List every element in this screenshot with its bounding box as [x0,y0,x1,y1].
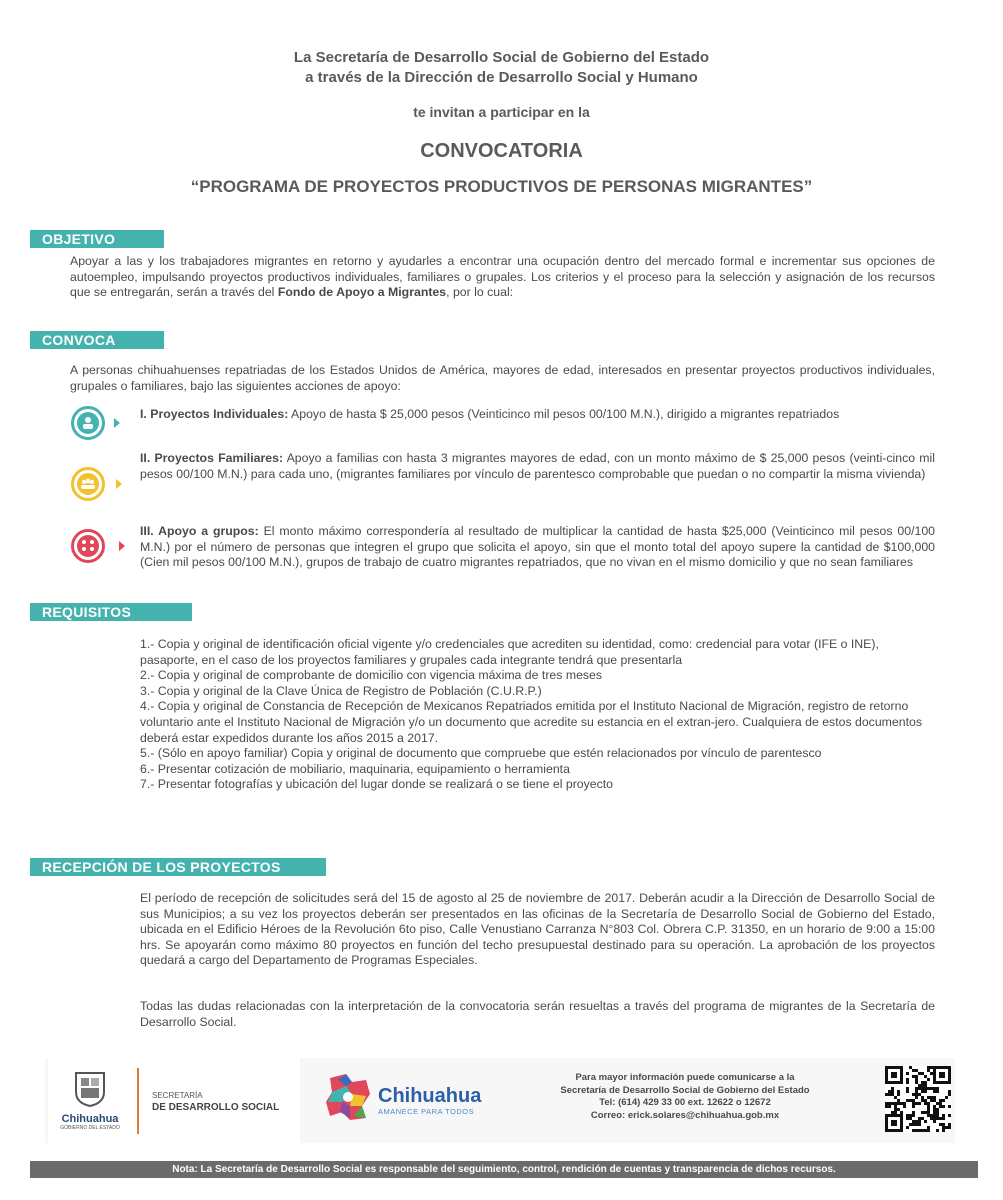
list-item: 1.- Copia y original de identificación oficial vigente y/o credenciales que acrediten su identidad, como: credencial para votar (IFE o INE), pasaporte, en el caso de los proyectos familiares y grupales cada integrante tendrá que presentarla [140,637,879,667]
chevron-right-icon [114,418,120,428]
contact-line-4: Correo: erick.solares@chihuahua.gob.mx [590,1109,780,1121]
convoca-item-2-text: Apoyo a familias con hasta 3 migrantes mayores de edad, con un monto máximo de $ 25,000 pesos (veinti-cinco mil pesos 00/100 M.N.) para cada uno, (migrantes familiares por vínculo de parentesco comprobable que puedan o no compartir la misma vivienda) [140,451,936,481]
secretaria-logo-text [152,1091,279,1114]
contact-line-3: Tel: (614) 429 33 00 ext. 12622 o 12672 [599,1097,771,1108]
qr-code-icon[interactable] [885,1066,951,1132]
header-line-1: La Secretaría de Desarrollo Social de Gobierno del Estado [293,49,710,66]
brand-tagline: AMANECE PARA TODOS [378,1107,475,1116]
section-heading-convoca: CONVOCA [30,331,164,349]
recepcion-paragraph-1: El período de recepción de solicitudes será del 15 de agosto al 25 de noviembre de 2017. Deberán acudir a la Dirección de Desarrollo Social de sus Municipios; a su vez los proyectos deberán ser presentados en las oficinas de la Secretaría de Desarrollo Social de Gobierno del Estado, ubicada en el Edificio Héroes de la Revolución 6to piso, Calle Venustiano Carranza N°803 Col. Obrera C.P. 31350, en un horario de 9:00 a 15:00 hrs. Se apoyarán como máximo 80 proyectos en función del techo presupuestal destinado para su operación. La aprobación de los proyectos quedará a cargo del Departamento de Programas Especiales. [140,891,935,968]
header-invite: te invitan a participar en la [413,104,590,120]
logo-divider [137,1068,139,1134]
convoca-item-2-label: II. Proyectos Familiares: [140,451,284,465]
gov-logo-sub: GOBIERNO DEL ESTADO [60,1125,120,1131]
convoca-item-1 [140,407,940,423]
chihuahua-brand-logo [322,1072,374,1129]
convoca-intro: A personas chihuahuenses repatriadas de los Estados Unidos de América, mayores de edad, interesados en presentar proyectos productivos individuales, grupales o familiares, bajo las siguientes acciones de apoyo: [70,363,935,393]
header-title: CONVOCATORIA [420,140,583,162]
section-heading-objetivo: OBJETIVO [30,230,164,248]
group-people-icon [71,529,105,563]
list-item: 6.- Presentar cotización de mobiliario, maquinaria, equipamiento o herramienta [140,761,570,776]
recepcion-paragraph-2: Todas las dudas relacionadas con la interpretación de la convocatoria serán resueltas a través del programa de migrantes de la Secretaría de Desarrollo Social. [140,999,935,1029]
footer-note: Nota: La Secretaría de Desarrollo Social es responsable del seguimiento, control, rendición de cuentas y transparencia de dichos recursos. [30,1161,978,1178]
brand-name: Chihuahua [378,1085,482,1107]
convoca-item-2 [140,451,935,482]
brand-text [378,1085,481,1116]
contact-info [530,1072,840,1122]
objetivo-text-a: Apoyar a las y los trabajadores migrantes en retorno y ayudarles a encontrar una ocupación dentro del mercado formal e incrementar sus opciones de autoempleo, impulsando proyectos productivos individuales, familiares o grupales. Los criterios y el proceso para la selección y asignación de los recursos que se entregarán, serán a través del [70,254,935,300]
convoca-item-3-label: III. Apoyo a grupos: [140,524,259,538]
header-subtitle: “PROGRAMA DE PROYECTOS PRODUCTIVOS DE PERSONAS MIGRANTES” [190,177,813,196]
objetivo-text-b: , por lo cual: [446,285,514,300]
section-heading-recepcion: RECEPCIÓN DE LOS PROYECTOS [30,858,326,876]
section-heading-requisitos: REQUISITOS [30,603,192,621]
individual-person-icon [71,406,105,440]
sec-line-2: DE DESARROLLO SOCIAL [152,1102,280,1113]
convoca-item-3 [140,524,935,571]
family-group-icon [71,467,105,501]
requisitos-list [140,637,940,793]
chevron-right-icon [119,541,125,551]
list-item: 2.- Copia y original de comprobante de domicilio con vigencia máxima de tres meses [140,668,603,683]
gobierno-logo [55,1070,125,1132]
state-map-icon [322,1072,374,1124]
objetivo-text [70,254,935,301]
list-item: 5.- (Sólo en apoyo familiar) Copia y original de documento que compruebe que estén relacionados por vínculo de parentesco [140,746,822,761]
convoca-item-3-text: El monto máximo correspondería al resultado de multiplicar la cantidad de hasta $25,000 (Veinticinco mil pesos 00/100 M.N.) por el número de personas que integren el grupo que solicita el apoyo, sin que el monto total del apoyo supere la cantidad de $100,000 (Cien mil pesos 00/100 M.N.), grupos de trabajo de cuatro migrantes repatriados, que no vivan en el mismo domicilio y que no sean familiares [140,524,935,570]
contact-line-2: Secretaría de Desarrollo Social de Gobierno del Estado [560,1084,810,1096]
list-item: 4.- Copia y original de Constancia de Recepción de Mexicanos Repatriados emitida por el Instituto Nacional de Migración, registro de retorno voluntario ante el Instituto Nacional de Migración y/o un documento que acredite su estancia en el extran-jero. Cualquiera de estos documentos deberá estar expedidos durante los años 2015 a 2017. [140,699,922,745]
header-title-block [0,48,1003,88]
list-item: 3.- Copia y original de la Clave Única de Registro de Población (C.U.R.P.) [140,683,542,698]
chevron-right-icon [116,479,122,489]
sec-line-1: SECRETARÍA [152,1091,203,1100]
objetivo-fondo-bold: Fondo de Apoyo a Migrantes [277,285,447,300]
convoca-item-1-text: Apoyo de hasta $ 25,000 pesos (Veinticinco mil pesos 00/100 M.N.), dirigido a migrantes repatriados [288,407,840,421]
list-item: 7.- Presentar fotografías y ubicación del lugar donde se realizará o se tiene el proyecto [140,777,614,792]
contact-line-1: Para mayor información puede comunicarse a la [575,1072,795,1083]
convoca-item-1-label: I. Proyectos Individuales: [140,407,289,421]
gov-logo-name: Chihuahua [61,1113,119,1125]
state-seal-icon [72,1070,108,1108]
header-line-2: a través de la Dirección de Desarrollo Social y Humano [305,69,698,86]
